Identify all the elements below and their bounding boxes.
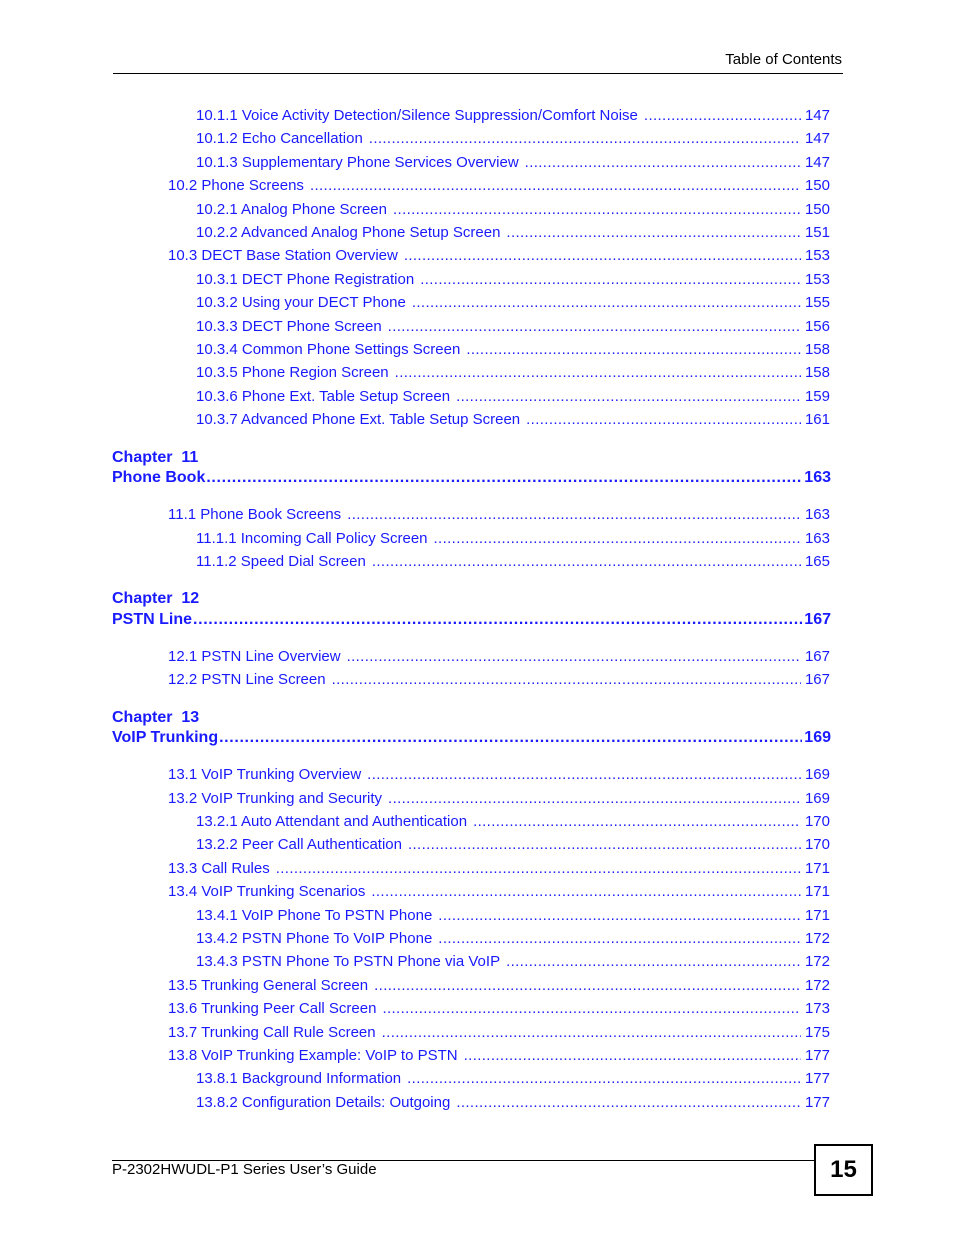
- toc-entry-page: 175: [804, 1023, 830, 1041]
- toc-entry[interactable]: [196, 929, 830, 949]
- toc-entry-label: 13.8.1 Background Information: [196, 1070, 402, 1088]
- toc-entry[interactable]: [196, 200, 830, 220]
- toc-entry[interactable]: [168, 999, 830, 1019]
- chapter-number: Chapter 12: [112, 590, 200, 608]
- dot-leader: [408, 835, 801, 855]
- page-number: 15: [830, 1156, 857, 1183]
- toc-entry-label: 10.2.1 Analog Phone Screen: [196, 200, 387, 218]
- toc-entry[interactable]: [168, 505, 830, 525]
- toc-entry-label: 11.1.1 Incoming Call Policy Screen: [196, 529, 428, 547]
- toc-entry[interactable]: [168, 1046, 830, 1066]
- toc-entry-page: 170: [804, 836, 830, 854]
- toc-entry[interactable]: [196, 293, 830, 313]
- dot-leader: [193, 610, 802, 630]
- running-header-title: Table of Contents: [725, 51, 842, 68]
- toc-entry[interactable]: [168, 859, 830, 879]
- dot-leader: [347, 647, 801, 667]
- dot-leader: [388, 789, 801, 809]
- toc-entry-page: 169: [804, 729, 831, 747]
- toc-entry[interactable]: [196, 153, 830, 173]
- toc-entry-label: 13.6 Trunking Peer Call Screen: [168, 1000, 377, 1018]
- toc-entry-label: 13.5 Trunking General Screen: [168, 976, 369, 994]
- toc-entry-page: 153: [804, 247, 830, 265]
- dot-leader: [388, 317, 801, 337]
- toc-entry-page: 147: [804, 107, 830, 124]
- toc-entry[interactable]: [196, 363, 830, 383]
- dot-leader: [456, 387, 801, 407]
- dot-leader: [395, 363, 801, 383]
- dot-leader: [404, 246, 801, 266]
- toc-entry[interactable]: [196, 129, 830, 149]
- toc-entry-label: 13.7 Trunking Call Rule Screen: [168, 1023, 376, 1041]
- toc-entry[interactable]: [196, 410, 830, 430]
- toc-entry-label: 13.4.2 PSTN Phone To VoIP Phone: [196, 929, 433, 947]
- dot-leader: [371, 882, 801, 902]
- toc-entry-label: 10.3.7 Advanced Phone Ext. Table Setup Screen: [196, 411, 521, 429]
- dot-leader: [372, 552, 801, 572]
- toc-entry-label: 10.1.1 Voice Activity Detection/Silence Suppression/Comfort Noise: [196, 107, 638, 124]
- toc-entry-page: 171: [804, 906, 830, 924]
- toc-entry[interactable]: [196, 835, 830, 855]
- toc-chapter-entry[interactable]: [112, 610, 831, 630]
- toc-entry[interactable]: [168, 246, 830, 266]
- toc-entry-page: 165: [804, 552, 830, 570]
- toc-entry-label: 13.2.2 Peer Call Authentication: [196, 836, 402, 854]
- chapter-number: Chapter 11: [112, 448, 199, 466]
- toc-entry-label: 10.1.3 Supplementary Phone Services Overview: [196, 153, 519, 171]
- dot-leader: [382, 1023, 801, 1043]
- toc-entry[interactable]: [196, 1069, 830, 1089]
- toc-entry-page: 163: [804, 529, 830, 547]
- toc-entry-label: 10.2.2 Advanced Analog Phone Setup Screen: [196, 224, 501, 241]
- toc-entry-page: 150: [804, 200, 830, 218]
- toc-entry-page: 177: [804, 1070, 830, 1088]
- toc-entry-page: 153: [804, 270, 830, 288]
- dot-leader: [332, 670, 801, 690]
- dot-leader: [456, 1093, 801, 1113]
- toc-entry-label: 10.1.2 Echo Cancellation: [196, 130, 363, 148]
- toc-entry-label: VoIP Trunking: [112, 729, 219, 747]
- dot-leader: [438, 929, 801, 949]
- toc-entry-page: 173: [804, 1000, 830, 1018]
- dot-leader: [644, 106, 801, 126]
- toc-entry-page: 159: [804, 387, 830, 405]
- toc-entry-label: 13.2 VoIP Trunking and Security: [168, 789, 383, 807]
- dot-leader: [526, 410, 801, 430]
- toc-entry-label: 10.3.1 DECT Phone Registration: [196, 270, 415, 288]
- toc-entry[interactable]: [168, 789, 830, 809]
- toc-entry-page: 177: [804, 1046, 830, 1064]
- toc-entry-label: 11.1 Phone Book Screens: [168, 506, 342, 524]
- toc-entry-page: 167: [804, 610, 831, 628]
- toc-entry-page: 167: [804, 671, 830, 689]
- toc-entry-label: 13.4.3 PSTN Phone To PSTN Phone via VoIP: [196, 953, 501, 971]
- toc-entry-page: 158: [804, 341, 830, 358]
- toc-entry-page: 147: [804, 130, 830, 148]
- toc-entry[interactable]: [196, 270, 830, 290]
- toc-entry-page: 147: [804, 153, 830, 171]
- footer-guide-title: P-2302HWUDL-P1 Series User’s Guide: [112, 1161, 377, 1178]
- toc-entry-label: 10.3.2 Using your DECT Phone: [196, 294, 406, 312]
- dot-leader: [276, 859, 801, 879]
- toc-entry[interactable]: [196, 812, 830, 832]
- toc-entry-label: 13.2.1 Auto Attendant and Authentication: [196, 812, 468, 830]
- toc-entry[interactable]: [168, 647, 830, 667]
- toc-entry-label: 13.8 VoIP Trunking Example: VoIP to PSTN: [168, 1046, 458, 1064]
- toc-entry-page: 169: [804, 766, 830, 784]
- dot-leader: [382, 999, 801, 1019]
- dot-leader: [434, 529, 801, 549]
- toc-entry-label: 12.1 PSTN Line Overview: [168, 647, 341, 665]
- chapter-number: Chapter 13: [112, 708, 200, 726]
- toc-entry-page: 172: [804, 929, 830, 947]
- toc-entry-page: 170: [804, 812, 830, 830]
- toc-entry-label: 13.4.1 VoIP Phone To PSTN Phone: [196, 906, 433, 924]
- toc-entry-label: 10.3.5 Phone Region Screen: [196, 364, 389, 382]
- toc-chapter-entry[interactable]: [112, 728, 831, 748]
- dot-leader: [347, 505, 801, 525]
- toc-entry-label: 13.1 VoIP Trunking Overview: [168, 766, 362, 784]
- dot-leader: [466, 340, 801, 360]
- toc-entry[interactable]: [168, 1023, 830, 1043]
- toc-entry[interactable]: [196, 223, 830, 243]
- toc-entry-label: 12.2 PSTN Line Screen: [168, 671, 326, 689]
- toc-entry-label: PSTN Line: [112, 610, 193, 628]
- toc-entry[interactable]: [196, 106, 830, 126]
- toc-entry-page: 169: [804, 789, 830, 807]
- toc-entry[interactable]: [196, 1093, 830, 1113]
- toc-entry-page: 167: [804, 647, 830, 665]
- toc-entry[interactable]: [196, 387, 830, 407]
- page-number-box: [814, 1144, 873, 1196]
- toc-entry-label: 10.2 Phone Screens: [168, 177, 304, 195]
- toc-entry[interactable]: [196, 952, 830, 972]
- toc-entry-label: 13.3 Call Rules: [168, 859, 270, 877]
- toc-entry-page: 163: [804, 506, 830, 524]
- dot-leader: [219, 728, 802, 748]
- toc-entry[interactable]: [196, 906, 830, 926]
- toc-entry-label: 11.1.2 Speed Dial Screen: [196, 552, 366, 570]
- toc-entry-page: 150: [804, 177, 830, 195]
- toc-entry-page: 151: [804, 224, 830, 241]
- dot-leader: [473, 812, 801, 832]
- toc-entry-label: 10.3.4 Common Phone Settings Screen: [196, 341, 461, 358]
- dot-leader: [407, 1069, 801, 1089]
- toc-entry[interactable]: [168, 176, 830, 196]
- toc-entry[interactable]: [168, 882, 830, 902]
- toc-entry-label: 13.8.2 Configuration Details: Outgoing: [196, 1093, 451, 1111]
- toc-entry[interactable]: [196, 552, 830, 572]
- toc-entry-page: 172: [804, 976, 830, 994]
- toc-entry[interactable]: [168, 765, 830, 785]
- dot-leader: [412, 293, 801, 313]
- toc-entry-page: 163: [804, 469, 831, 487]
- dot-leader: [506, 223, 801, 243]
- toc-entry-page: 156: [804, 317, 830, 335]
- dot-leader: [506, 952, 801, 972]
- toc-entry-label: 13.4 VoIP Trunking Scenarios: [168, 883, 366, 901]
- toc-entry-page: 177: [804, 1093, 830, 1111]
- dot-leader: [420, 270, 801, 290]
- dot-leader: [206, 468, 802, 488]
- dot-leader: [438, 906, 801, 926]
- toc-entry-page: 171: [804, 883, 830, 901]
- toc-entry[interactable]: [168, 670, 830, 690]
- toc-entry[interactable]: [196, 340, 830, 360]
- dot-leader: [393, 200, 801, 220]
- toc-entry-page: 158: [804, 364, 830, 382]
- toc-entry-label: 10.3.6 Phone Ext. Table Setup Screen: [196, 387, 451, 405]
- toc-entry[interactable]: [168, 976, 830, 996]
- toc-entry-page: 155: [804, 294, 830, 312]
- dot-leader: [367, 765, 801, 785]
- dot-leader: [310, 176, 801, 196]
- toc-entry-page: 172: [804, 953, 830, 971]
- dot-leader: [374, 976, 801, 996]
- toc-entry[interactable]: [196, 317, 830, 337]
- toc-entry-label: Phone Book: [112, 469, 206, 487]
- toc-entry[interactable]: [196, 529, 830, 549]
- toc-entry-label: 10.3.3 DECT Phone Screen: [196, 317, 382, 335]
- dot-leader: [525, 153, 801, 173]
- toc-entry-label: 10.3 DECT Base Station Overview: [168, 247, 398, 265]
- toc-entry-page: 161: [804, 411, 830, 429]
- toc-entry-page: 171: [804, 859, 830, 877]
- dot-leader: [464, 1046, 801, 1066]
- dot-leader: [369, 129, 801, 149]
- toc-chapter-entry[interactable]: [112, 468, 831, 488]
